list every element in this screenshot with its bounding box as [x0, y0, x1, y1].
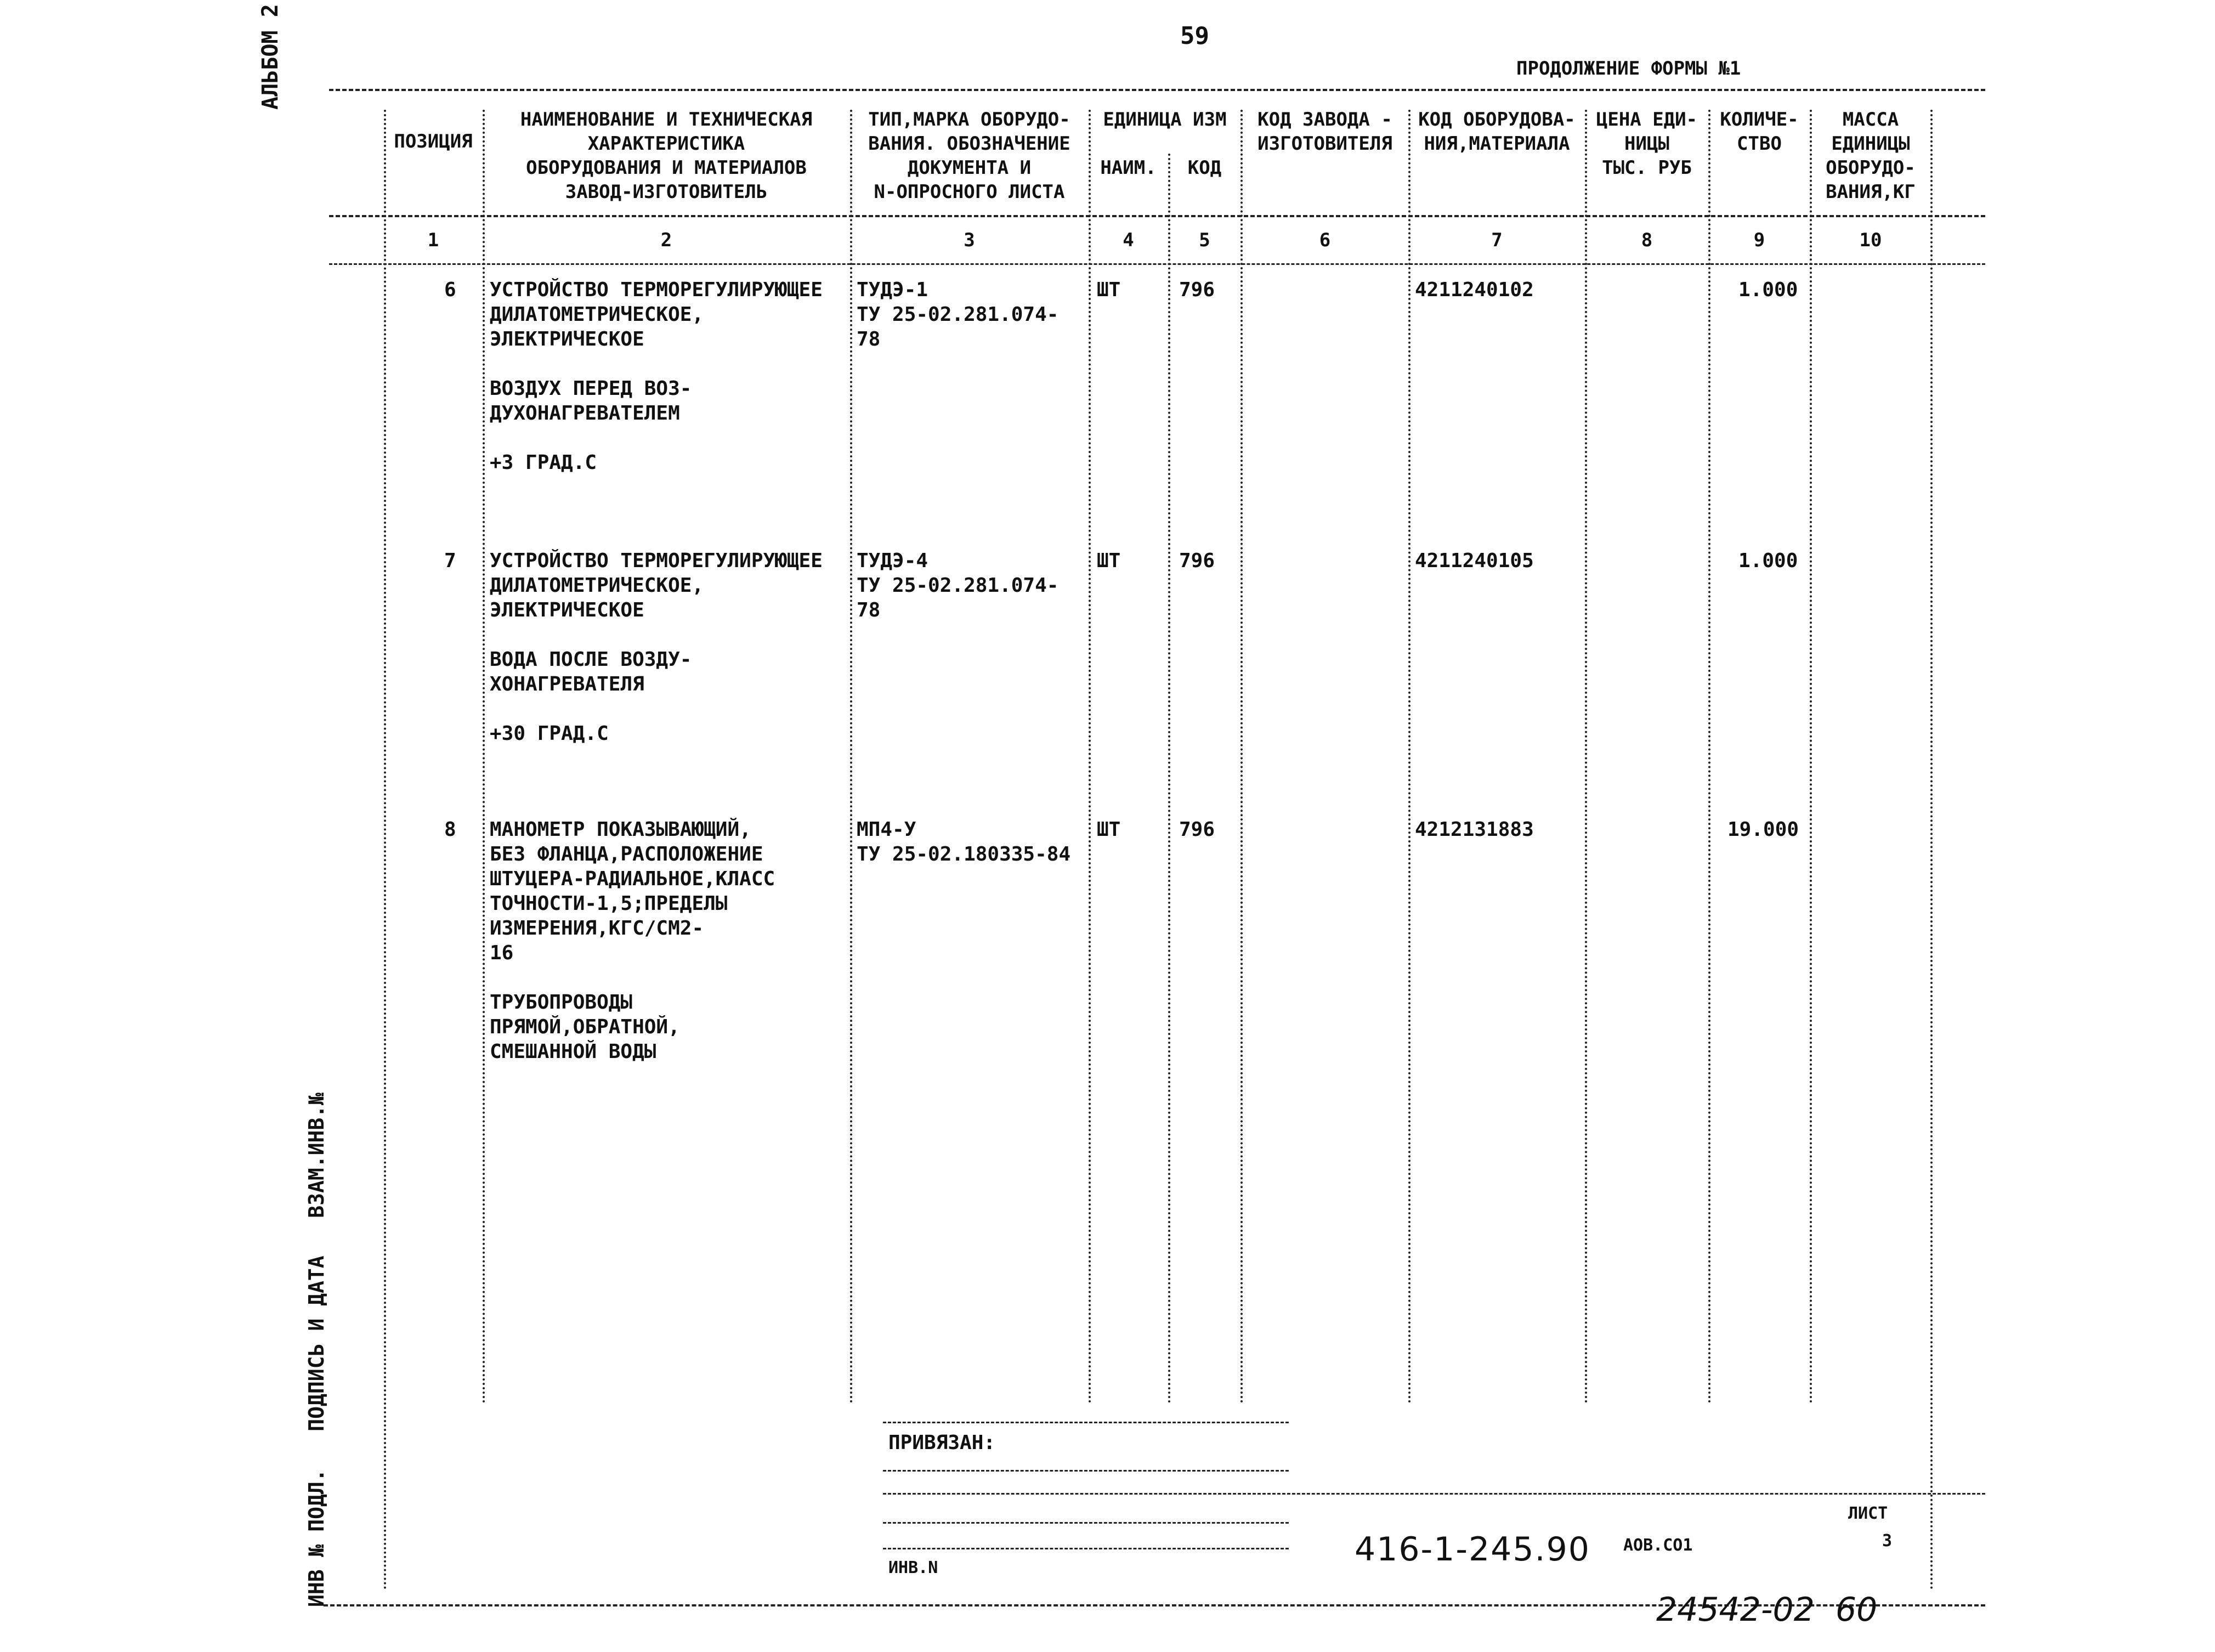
column-number: 8 — [1641, 229, 1653, 251]
sheet-label: ЛИСТ — [1848, 1504, 1888, 1523]
col-sep-7-8 — [1585, 110, 1587, 1404]
column-number: 2 — [660, 229, 672, 251]
row-quantity: 1.000 — [1738, 279, 1798, 301]
row-name: УСТРОЙСТВО ТЕРМОРЕГУЛИРУЮЩЕЕ ДИЛАТОМЕТРИЧЕСКОЕ, ЭЛЕКТРИЧЕСКОЕ ВОДА ПОСЛЕ ВОЗДУ- ХОНАГРЕВАТЕЛЯ +30 ГРАД.С — [490, 550, 823, 745]
stamp-vertical-text: ИНВ № ПОДЛ. ПОДПИСЬ И ДАТА ВЗАМ.ИНВ.№ — [304, 1093, 328, 1607]
row-type: МП4-У ТУ 25-02.180335-84 — [857, 818, 1071, 865]
row-unit-code: 796 — [1179, 279, 1215, 301]
stamp-line-2 — [883, 1493, 1985, 1495]
table-top-line — [329, 89, 1985, 91]
col-sep-8-9 — [1708, 110, 1710, 1404]
row-position: 7 — [444, 550, 456, 572]
column-number: 4 — [1123, 229, 1134, 251]
col-sep-left — [384, 110, 386, 1591]
row-name: МАНОМЕТР ПОКАЗЫВАЮЩИЙ, БЕЗ ФЛАНЦА,РАСПОЛОЖЕНИЕ ШТУЦЕРА-РАДИАЛЬНОЕ,КЛАСС ТОЧНОСТИ-1,5;ПРЕДЕЛЫ ИЗМЕРЕНИЯ,КГС/СМ2- 16 ТРУБОПРОВОДЫ ПРЯМОЙ,ОБРАТНОЙ, СМЕШАННОЙ ВОДЫ — [490, 818, 775, 1063]
header-equipment-code: КОД ОБОРУДОВА- НИЯ,МАТЕРИАЛА — [1418, 109, 1576, 155]
column-number: 9 — [1753, 229, 1765, 251]
stamp-line-1 — [883, 1470, 1289, 1472]
row-quantity: 1.000 — [1738, 550, 1798, 572]
document-code-small: АОВ.СО1 — [1623, 1536, 1693, 1555]
column-number: 1 — [427, 229, 439, 251]
row-unit: ШТ — [1097, 279, 1121, 301]
stamp-line-4 — [883, 1548, 1289, 1549]
stamp-inv: ИНВ.N — [888, 1558, 938, 1577]
row-equipment-code: 4212131883 — [1415, 818, 1534, 841]
header-bottom-line — [329, 215, 1985, 217]
header-type: ТИП,МАРКА ОБОРУДО- ВАНИЯ. ОБОЗНАЧЕНИЕ ДОКУМЕНТА И N-ОПРОСНОГО ЛИСТА — [868, 109, 1070, 203]
page-number: 59 — [1180, 22, 1209, 50]
header-quantity: КОЛИЧЕ- СТВО — [1720, 109, 1799, 155]
header-unit-code: КОД — [1187, 157, 1222, 179]
row-unit: ШТ — [1097, 550, 1121, 572]
row-unit: ШТ — [1097, 818, 1121, 841]
header-unit-group: ЕДИНИЦА ИЗМ — [1103, 109, 1227, 131]
col-sep-1-2 — [483, 110, 485, 1404]
header-position: ПОЗИЦИЯ — [394, 131, 473, 152]
stamp-top-line — [883, 1422, 1289, 1423]
col-sep-6-7 — [1408, 110, 1410, 1404]
row-position: 6 — [444, 279, 456, 301]
row-quantity: 19.000 — [1727, 818, 1799, 841]
column-number: 6 — [1319, 229, 1331, 251]
column-number: 3 — [964, 229, 975, 251]
album-label: АЛЬБОМ 2 — [258, 4, 283, 110]
stamp-line-3 — [883, 1522, 1289, 1524]
header-factory-code: КОД ЗАВОДА - ИЗГОТОВИТЕЛЯ — [1257, 109, 1392, 155]
column-number: 7 — [1491, 229, 1503, 251]
header-unit-price: ЦЕНА ЕДИ- НИЦЫ ТЫС. РУБ — [1596, 109, 1698, 179]
row-unit-code: 796 — [1179, 550, 1215, 572]
column-number: 10 — [1859, 229, 1882, 251]
row-name: УСТРОЙСТВО ТЕРМОРЕГУЛИРУЮЩЕЕ ДИЛАТОМЕТРИЧЕСКОЕ, ЭЛЕКТРИЧЕСКОЕ ВОЗДУХ ПЕРЕД ВОЗ- ДУХОНАГРЕВАТЕЛЕМ +3 ГРАД.С — [490, 279, 823, 474]
row-unit-code: 796 — [1179, 818, 1215, 841]
form-title: ПРОДОЛЖЕНИЕ ФОРМЫ №1 — [1516, 58, 1741, 80]
header-mass: МАССА ЕДИНИЦЫ ОБОРУДО- ВАНИЯ,КГ — [1826, 109, 1916, 203]
row-type: ТУДЭ-1 ТУ 25-02.281.074- 78 — [857, 279, 1059, 350]
document-code: 416-1-245.90 — [1355, 1530, 1590, 1569]
col-sep-9-10 — [1810, 110, 1812, 1404]
row-position: 8 — [444, 818, 456, 841]
col-sep-4-5 — [1168, 154, 1170, 1404]
sheet-number: 3 — [1882, 1531, 1893, 1551]
row-type: ТУДЭ-4 ТУ 25-02.281.074- 78 — [857, 550, 1059, 621]
col-sep-5-6 — [1240, 110, 1243, 1404]
header-unit-name: НАИМ. — [1100, 157, 1157, 179]
header-name: НАИМЕНОВАНИЕ И ТЕХНИЧЕСКАЯ ХАРАКТЕРИСТИКА ОБОРУДОВАНИЯ И МАТЕРИАЛОВ ЗАВОД-ИЗГОТОВИТЕЛЬ — [520, 109, 813, 203]
archive-number: 24542-02 60 — [1656, 1591, 1878, 1629]
stamp-privyazan: ПРИВЯЗАН: — [888, 1432, 996, 1454]
row-equipment-code: 4211240102 — [1415, 279, 1534, 301]
col-sep-right — [1930, 110, 1933, 1591]
column-number: 5 — [1199, 229, 1210, 251]
row-equipment-code: 4211240105 — [1415, 550, 1534, 572]
col-sep-3-4 — [1089, 110, 1091, 1404]
column-numbers-bottom-line — [329, 263, 1985, 265]
col-sep-2-3 — [850, 110, 852, 1404]
